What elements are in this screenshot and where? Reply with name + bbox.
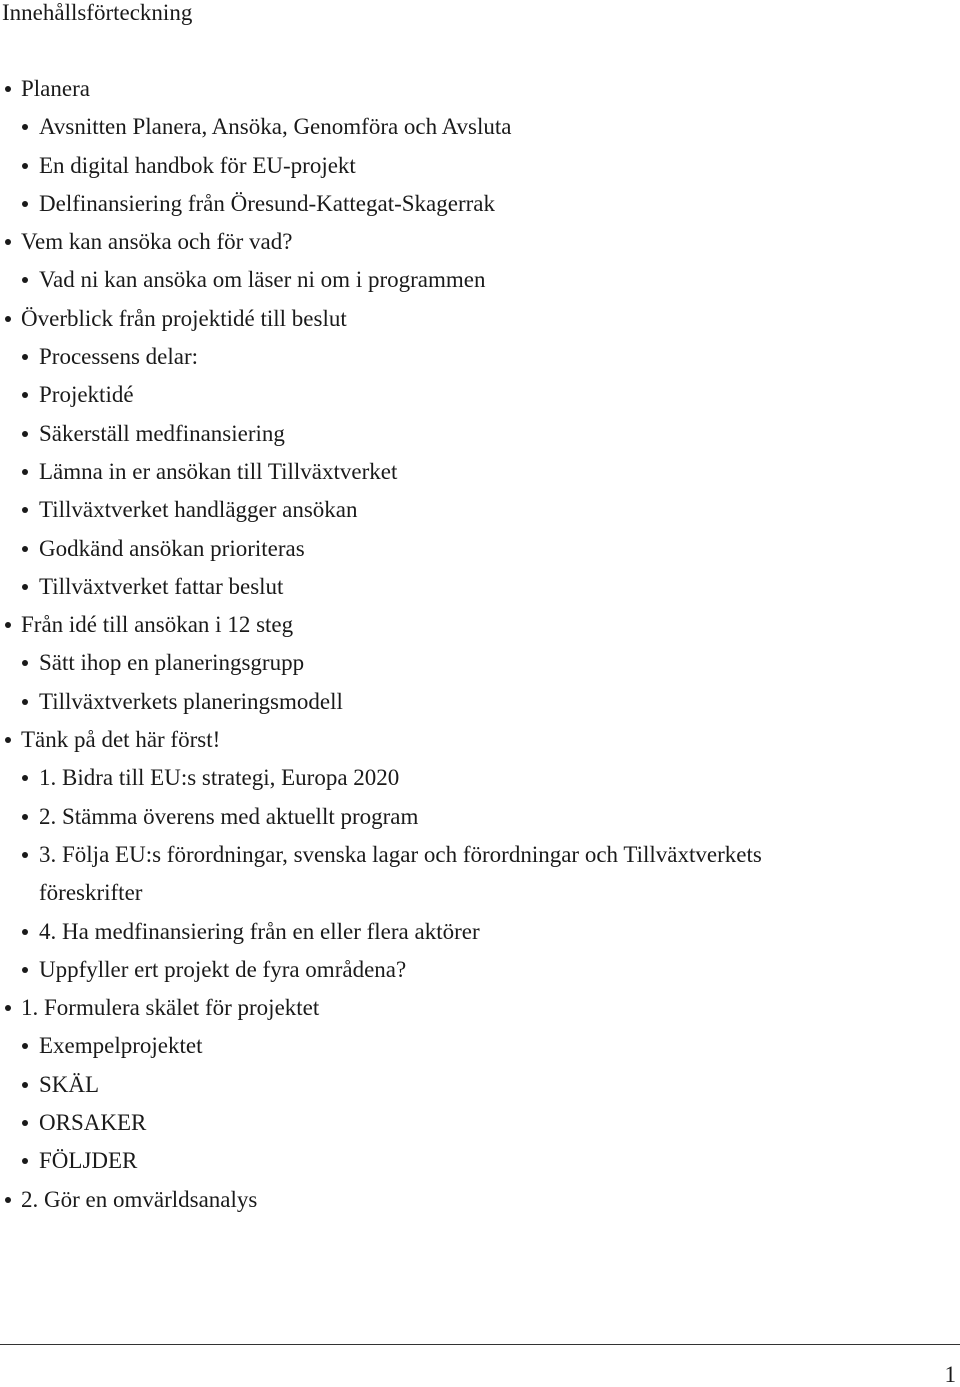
- toc-entry[interactable]: [0, 70, 900, 108]
- bullet-icon: [22, 967, 28, 973]
- bullet-icon: [22, 163, 28, 169]
- bullet-icon: [22, 814, 28, 820]
- toc-entry-label: Delfinansiering från Öresund-Kattegat-Skagerrak: [39, 190, 495, 216]
- toc-entry-label: Projektidé: [39, 382, 134, 408]
- bullet-icon: [22, 392, 28, 398]
- toc-entry[interactable]: [0, 1142, 900, 1180]
- toc-entry[interactable]: [0, 568, 900, 606]
- toc-entry-label: Uppfyller ert projekt de fyra områdena?: [39, 956, 407, 982]
- toc-entry-label: FÖLJDER: [39, 1148, 138, 1174]
- bullet-icon: [22, 354, 28, 360]
- bullet-icon: [22, 775, 28, 781]
- toc-entry[interactable]: [0, 1027, 900, 1065]
- toc-entry[interactable]: [0, 185, 900, 223]
- bullet-icon: [5, 1005, 11, 1011]
- toc-entry[interactable]: [0, 721, 900, 759]
- toc-entry[interactable]: [0, 836, 859, 913]
- toc-entry-label: Säkerställ medfinansiering: [39, 420, 285, 446]
- toc-entry-label: Godkänd ansökan prioriteras: [39, 535, 305, 561]
- toc-entry[interactable]: [0, 989, 900, 1027]
- toc-entry-label: En digital handbok för EU-projekt: [39, 152, 356, 178]
- toc-entry-label: Tillväxtverkets planeringsmodell: [39, 688, 343, 714]
- bullet-icon: [22, 660, 28, 666]
- toc-entry[interactable]: [0, 1104, 900, 1142]
- toc-entry-label: Planera: [21, 76, 90, 101]
- bullet-icon: [22, 584, 28, 590]
- toc-entry[interactable]: [0, 376, 900, 414]
- page-number: 1: [944, 1362, 956, 1387]
- toc-entry[interactable]: [0, 223, 900, 261]
- toc-entry-label: 2. Gör en omvärldsanalys: [21, 1186, 258, 1212]
- toc-entry-label: Tillväxtverket fattar beslut: [39, 573, 284, 599]
- toc-entry[interactable]: [0, 147, 900, 185]
- bullet-icon: [22, 1082, 28, 1088]
- bullet-icon: [22, 201, 28, 207]
- toc-entry[interactable]: [0, 108, 900, 146]
- toc-entry[interactable]: [0, 530, 900, 568]
- toc-entry[interactable]: [0, 453, 900, 491]
- toc-entry[interactable]: [0, 491, 900, 529]
- bullet-icon: [22, 124, 28, 130]
- toc-entry-label: Tillväxtverket handlägger ansökan: [39, 497, 358, 523]
- toc-entry-label: 1. Bidra till EU:s strategi, Europa 2020: [39, 765, 400, 791]
- toc-entry[interactable]: [0, 798, 900, 836]
- toc-entry[interactable]: [0, 683, 900, 721]
- toc-entry[interactable]: [0, 300, 900, 338]
- bullet-icon: [22, 546, 28, 552]
- toc-entry-label: Överblick från projektidé till beslut: [21, 305, 347, 331]
- footer-divider: [0, 1344, 960, 1345]
- bullet-icon: [22, 469, 28, 475]
- toc-entry[interactable]: [0, 1181, 900, 1219]
- toc-entry-label: Sätt ihop en planeringsgrupp: [39, 650, 305, 676]
- toc-entry-label: Processens delar:: [39, 344, 199, 370]
- toc-entry-label: Tänk på det här först!: [21, 727, 221, 753]
- bullet-icon: [22, 1043, 28, 1049]
- bullet-icon: [5, 1197, 11, 1203]
- page-title: Innehållsförteckning: [2, 0, 193, 25]
- toc-entry-label: Vem kan ansöka och för vad?: [21, 229, 293, 255]
- toc-entry[interactable]: [0, 913, 900, 951]
- toc-entry-label: 1. Formulera skälet för projektet: [21, 995, 320, 1021]
- bullet-icon: [22, 852, 28, 858]
- bullet-icon: [5, 86, 11, 92]
- bullet-icon: [5, 737, 11, 743]
- bullet-icon: [22, 699, 28, 705]
- toc-entry[interactable]: [0, 1066, 900, 1104]
- toc-entry-label: 2. Stämma överens med aktuellt program: [39, 803, 419, 829]
- toc-entry-label: 3. Följa EU:s förordningar, svenska lagar och förordningar och Tillväxtverkets föreskrifter: [39, 841, 762, 906]
- toc-entry[interactable]: [0, 338, 900, 376]
- bullet-icon: [5, 239, 11, 245]
- table-of-contents: [0, 70, 900, 1219]
- toc-entry[interactable]: [0, 644, 900, 682]
- bullet-icon: [5, 316, 11, 322]
- toc-entry[interactable]: [0, 606, 900, 644]
- toc-entry-label: SKÄL: [39, 1071, 100, 1097]
- toc-entry[interactable]: [0, 415, 900, 453]
- bullet-icon: [22, 431, 28, 437]
- toc-entry-label: Från idé till ansökan i 12 steg: [21, 612, 294, 638]
- bullet-icon: [22, 277, 28, 283]
- bullet-icon: [22, 1158, 28, 1164]
- toc-entry[interactable]: [0, 261, 900, 299]
- toc-entry-label: ORSAKER: [39, 1110, 147, 1136]
- toc-entry-label: Vad ni kan ansöka om läser ni om i programmen: [39, 267, 486, 293]
- bullet-icon: [22, 507, 28, 513]
- bullet-icon: [5, 622, 11, 628]
- toc-entry-label: Avsnitten Planera, Ansöka, Genomföra och Avsluta: [39, 114, 512, 140]
- toc-entry-label: Exempelprojektet: [39, 1033, 203, 1059]
- toc-entry-label: 4. Ha medfinansiering från en eller flera aktörer: [39, 918, 480, 944]
- toc-entry[interactable]: [0, 759, 900, 797]
- toc-entry[interactable]: [0, 951, 900, 989]
- bullet-icon: [22, 929, 28, 935]
- toc-entry-label: Lämna in er ansökan till Tillväxtverket: [39, 458, 398, 484]
- bullet-icon: [22, 1120, 28, 1126]
